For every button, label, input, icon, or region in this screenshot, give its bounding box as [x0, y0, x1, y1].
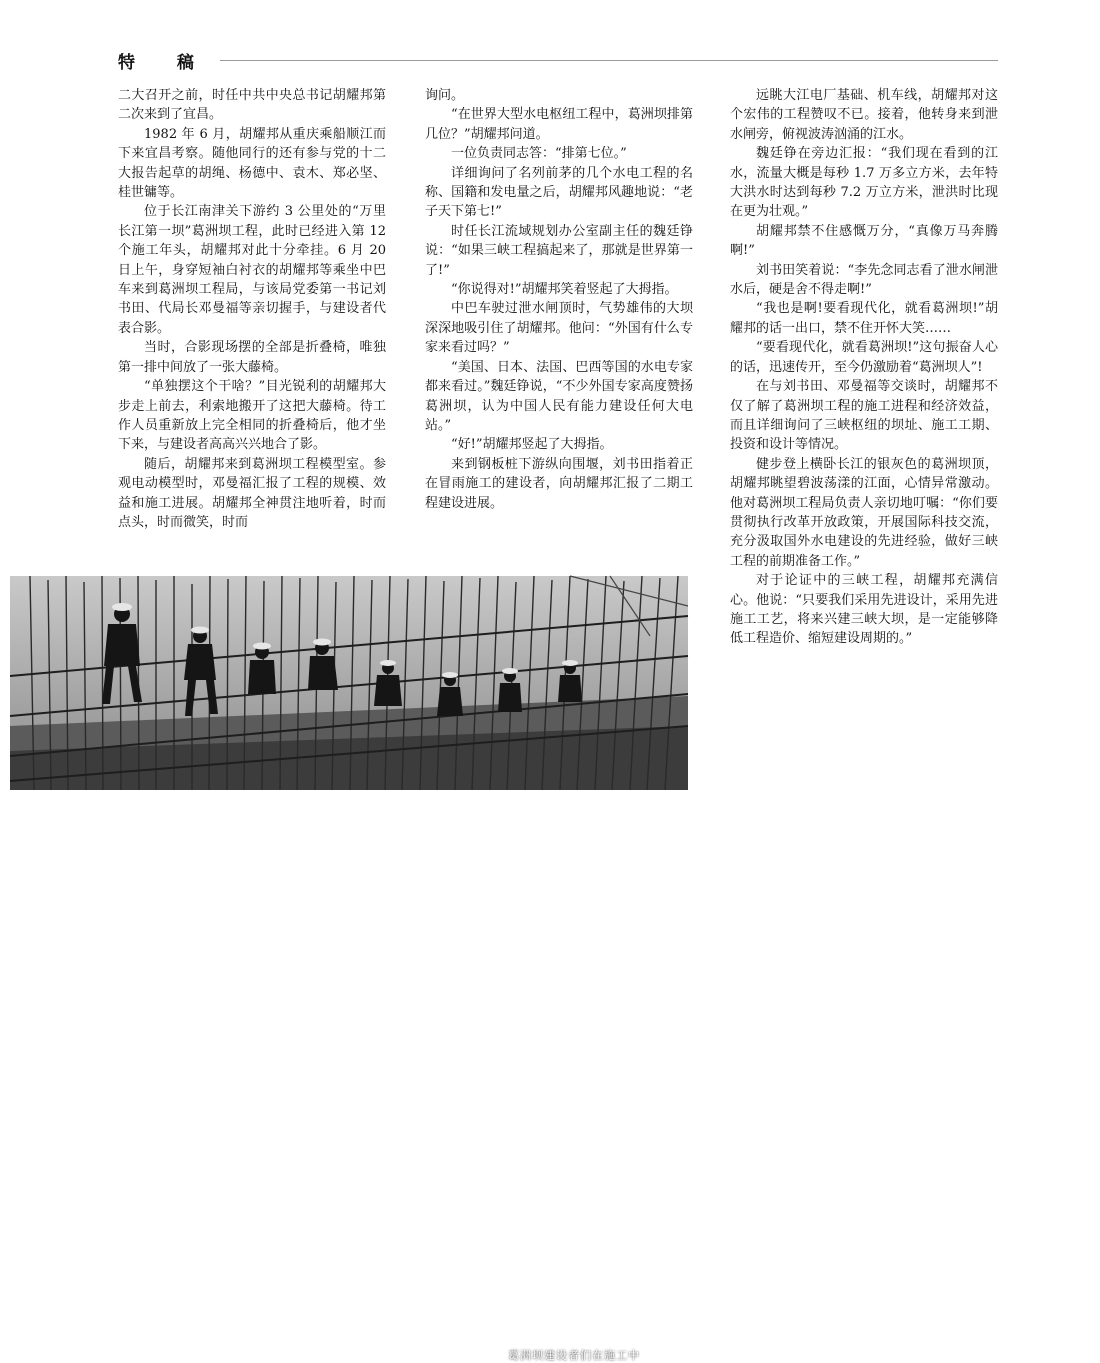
paragraph: 在与刘书田、邓曼福等交谈时，胡耀邦不仅了解了葛洲坝工程的施工进程和经济效益，而且详细询问了三峡枢纽的坝址、施工工期、投资和设计等情况。 — [730, 379, 998, 453]
header-rule — [220, 60, 998, 61]
paragraph: 胡耀邦禁不住感慨万分，“真像万马奔腾啊!” — [730, 223, 998, 259]
paragraph: 时任长江流域规划办公室副主任的魏廷铮说：“如果三峡工程搞起来了，那就是世界第一了!” — [425, 223, 693, 278]
article-column-1 — [118, 86, 386, 532]
paragraph: “我也是啊!要看现代化，就看葛洲坝!”胡耀邦的话一出口，禁不住开怀大笑…… — [730, 301, 998, 336]
paragraph: “美国、日本、法国、巴西等国的水电专家都来看过。”魏廷铮说，“不少外国专家高度赞扬葛洲坝，认为中国人民有能力建设任何大电站。” — [425, 359, 693, 433]
paragraph: “你说得对!”胡耀邦笑着竖起了大拇指。 — [451, 282, 678, 298]
paragraph: 对于论证中的三峡工程，胡耀邦充满信心。他说：“只要我们采用先进设计，采用先进施工工艺，将来兴建三峡大坝，是一定能够降低工程造价、缩短建设周期的。” — [730, 573, 998, 647]
paragraph: 健步登上横卧长江的银灰色的葛洲坝顶，胡耀邦眺望碧波荡漾的江面，心情异常激动。他对葛洲坝工程局负责人亲切地叮嘱：“你们要贯彻执行改革开放政策，开展国际科技交流，充分汲取国外水电建设的先进经验，做好三峡工程的前期准备工作。” — [730, 456, 998, 569]
paragraph: 二大召开之前，时任中共中央总书记胡耀邦第二次来到了宜昌。 — [118, 88, 386, 123]
paragraph: 询问。 — [425, 88, 465, 103]
paragraph: “单独摆这个干啥？”目光锐利的胡耀邦大步走上前去，利索地搬开了这把大藤椅。待工作人员重新放上完全相同的折叠椅后，他才坐下来，与建设者高高兴兴地合了影。 — [118, 379, 386, 453]
construction-photo — [10, 576, 688, 1362]
section-title: 特 稿 — [118, 53, 212, 73]
paragraph: 详细询问了名列前茅的几个水电工程的名称、国籍和发电量之后，胡耀邦风趣地说：“老子天下第七!” — [425, 165, 693, 220]
article-column-3 — [730, 86, 998, 649]
paragraph: 一位负责同志答：“排第七位。” — [451, 146, 627, 162]
paragraph: “在世界大型水电枢纽工程中，葛洲坝排第几位？”胡耀邦问道。 — [425, 107, 693, 142]
paragraph: “好!”胡耀邦竖起了大拇指。 — [451, 437, 613, 453]
paragraph: 随后，胡耀邦来到葛洲坝工程模型室。参观电动模型时，邓曼福汇报了工程的规模、效益和施工进展。胡耀邦全神贯注地听着，时而点头，时而微笑，时而 — [118, 456, 386, 530]
paragraph: 当时，合影现场摆的全部是折叠椅，唯独第一排中间放了一张大藤椅。 — [118, 340, 386, 375]
photo-caption: 葛洲坝建设者们在施工中 — [508, 1349, 640, 1362]
section-header — [118, 48, 998, 72]
paragraph: “要看现代化，就看葛洲坝!”这句振奋人心的话，迅速传开，至今仍激励着“葛洲坝人”! — [730, 340, 998, 375]
construction-photo-illustration — [10, 576, 688, 790]
paragraph: 魏廷铮在旁边汇报：“我们现在看到的江水，流量大概是每秒 1.7 万多立方米，去年特大洪水时达到每秒 7.2 万立方米，泄洪时比现在更为壮观。” — [730, 146, 998, 220]
paragraph: 刘书田笑着说：“李先念同志看了泄水闸泄水后，硬是舍不得走啊!” — [730, 262, 998, 298]
paragraph: 位于长江南津关下游约 3 公里处的“万里长江第一坝”葛洲坝工程，此时已经进入第 12 个施工年头，胡耀邦对此十分牵挂。6 月 20 日上午，身穿短袖白衬衣的胡耀邦等乘坐中巴车来到葛洲坝工程局，与该局党委第一书记刘书田、代局长邓曼福等亲切握手，与建设者代表合影。 — [118, 204, 386, 336]
paragraph: 来到钢板桩下游纵向围堰，刘书田指着正在冒雨施工的建设者，向胡耀邦汇报了二期工程建设进展。 — [425, 456, 693, 511]
paragraph: 中巴车驶过泄水闸顶时，气势雄伟的大坝深深地吸引住了胡耀邦。他问：“外国有什么专家来看过吗？” — [425, 301, 693, 356]
paragraph: 1982 年 6 月，胡耀邦从重庆乘船顺江而下来宜昌考察。随他同行的还有参与党的十二大报告起草的胡绳、杨德中、袁木、郑必坚、桂世镛等。 — [118, 126, 386, 201]
paragraph: 远眺大江电厂基础、机车线，胡耀邦对这个宏伟的工程赞叹不已。接着，他转身来到泄水闸旁，俯视波涛汹涌的江水。 — [730, 88, 998, 142]
article-column-2 — [425, 86, 693, 513]
